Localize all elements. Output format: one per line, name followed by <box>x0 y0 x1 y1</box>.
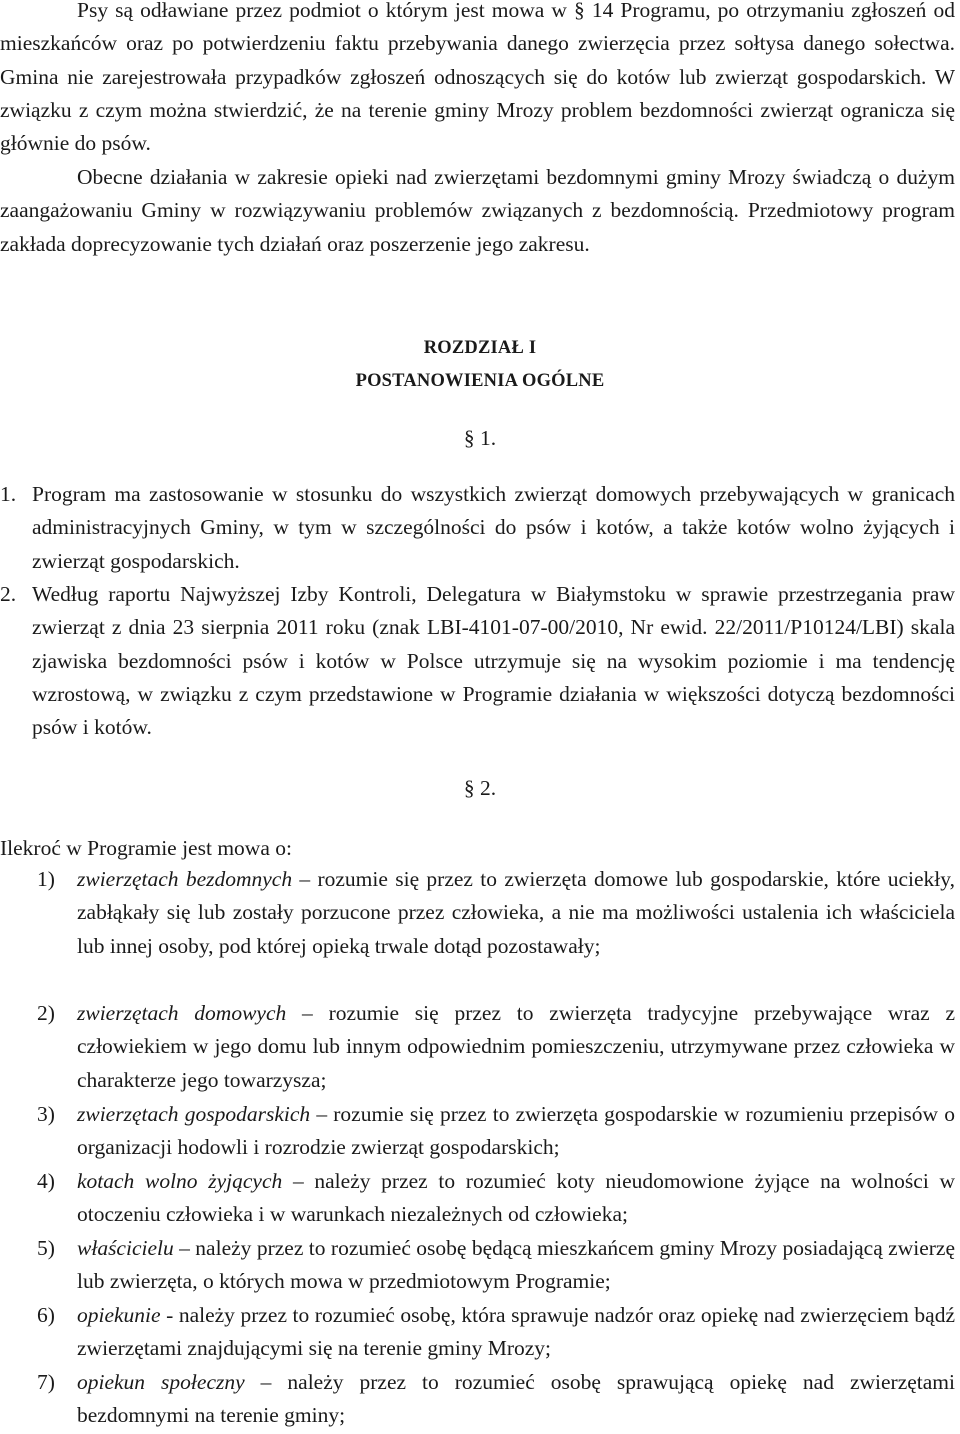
definition-text: – rozumie się przez to zwierzęta domowe lub gospodarskie, które uciekły, zabłąkały się lub zostały porzucone przez człowieka, a nie ma możliwości ustalenia ich właściciela lub innej osoby, pod której opieką trwale dotąd pozostawały; <box>77 867 955 958</box>
definition-item-5 <box>37 1232 955 1299</box>
defined-term: właścicielu <box>77 1236 174 1260</box>
item-number: 1. <box>0 482 17 506</box>
intro-paragraph-1: Psy są odławiane przez podmiot o którym jest mowa w § 14 Programu, po otrzymaniu zgłoszeń od mieszkańców oraz po potwierdzeniu faktu przebywania danego zwierzęcia przez sołtysa danego sołectwa. Gmina nie zarejestrowała przypadków zgłoszeń odnoszących się do kotów lub zwierząt gospodarskich. W związku z czym można stwierdzić, że na terenie gminy Mrozy problem bezdomności zwierząt ogranicza się głównie do psów. <box>0 0 955 156</box>
item-number: 3) <box>37 1102 55 1126</box>
item-text: Według raportu Najwyższej Izby Kontroli, Delegatura w Białymstoku w sprawie przestrzegania praw zwierząt z dnia 23 sierpnia 2011 roku (znak LBI-4101-07-00/2010, Nr ewid. 22/2011/P10124/LBI) skala zjawiska bezdomności psów i kotów w Polsce utrzymuje się na wysokim poziomie i ma tendencję wzrostową, w związku z czym przedstawione w Programie działania w większości dotyczą bezdomności psów i kotów. <box>32 582 955 740</box>
item-number: 4) <box>37 1169 55 1193</box>
definition-item-2 <box>37 997 956 1097</box>
item-number: 7) <box>37 1370 55 1394</box>
section-1-item-2 <box>0 578 955 744</box>
definition-item-1 <box>37 863 955 963</box>
defined-term: zwierzętach gospodarskich <box>77 1102 311 1126</box>
definition-item-6 <box>37 1299 955 1366</box>
section-1-item-1 <box>0 478 955 578</box>
definition-text: – należy przez to rozumieć osobę będącą mieszkańcem gminy Mrozy posiadającą zwierzę lub zwierzęta, o których mowa w przedmiotowym Programie; <box>77 1236 955 1294</box>
definition-text: – rozumie się przez to zwierzęta tradycyjne przebywające wraz z człowiekiem w jego domu lub innym odpowiednim pomieszczeniu, utrzymywane przez człowieka w charakterze jego towarzysza; <box>77 1001 956 1092</box>
chapter-subtitle: POSTANOWIENIA OGÓLNE <box>355 371 605 391</box>
section-1-mark: § 1. <box>463 426 497 450</box>
definition-item-7 <box>37 1366 955 1433</box>
definition-text: - należy przez to rozumieć osobę, która sprawuje nadzór oraz opiekę nad zwierzęciem bądź zwierzętami znajdującymi się na terenie gminy Mrozy; <box>77 1303 955 1361</box>
definition-text: – należy przez to rozumieć osobę sprawującą opiekę nad zwierzętami bezdomnymi na terenie gminy; <box>77 1370 955 1428</box>
defined-term: kotach wolno żyjących <box>77 1169 283 1193</box>
item-text: Program ma zastosowanie w stosunku do wszystkich zwierząt domowych przebywających w granicach administracyjnych Gminy, w tym w szczególności do psów i kotów, a także kotów wolno żyjących i zwierząt gospodarskich. <box>32 482 955 573</box>
section-2-mark: § 2. <box>463 776 497 800</box>
definition-item-4 <box>37 1165 956 1232</box>
item-number: 2. <box>0 582 17 606</box>
item-number: 6) <box>37 1303 55 1327</box>
item-number: 1) <box>37 867 55 891</box>
chapter-title: ROZDZIAŁ I <box>423 338 537 358</box>
item-number: 2) <box>37 1001 55 1025</box>
defined-term: opiekunie <box>77 1303 161 1327</box>
intro-paragraph-2: Obecne działania w zakresie opieki nad zwierzętami bezdomnymi gminy Mrozy świadczą o dużym zaangażowaniu Gminy w rozwiązywaniu problemów związanych z bezdomnością. Przedmiotowy program zakłada doprecyzowanie tych działań oraz poszerzenie jego zakresu. <box>0 165 955 256</box>
section-2-intro: Ilekroć w Programie jest mowa o: <box>0 836 292 860</box>
definition-text: – rozumie się przez to zwierzęta gospodarskie w rozumieniu przepisów o organizacji hodowli i rozrodzie zwierząt gospodarskich; <box>77 1102 955 1160</box>
defined-term: opiekun społeczny <box>77 1370 245 1394</box>
defined-term: zwierzętach bezdomnych <box>77 867 293 891</box>
definition-item-3 <box>37 1098 955 1165</box>
item-number: 5) <box>37 1236 55 1260</box>
defined-term: zwierzętach domowych <box>77 1001 287 1025</box>
definition-text: – należy przez to rozumieć koty nieudomowione żyjące na wolności w otoczeniu człowieka i w warunkach niezależnych od człowieka; <box>77 1169 956 1227</box>
